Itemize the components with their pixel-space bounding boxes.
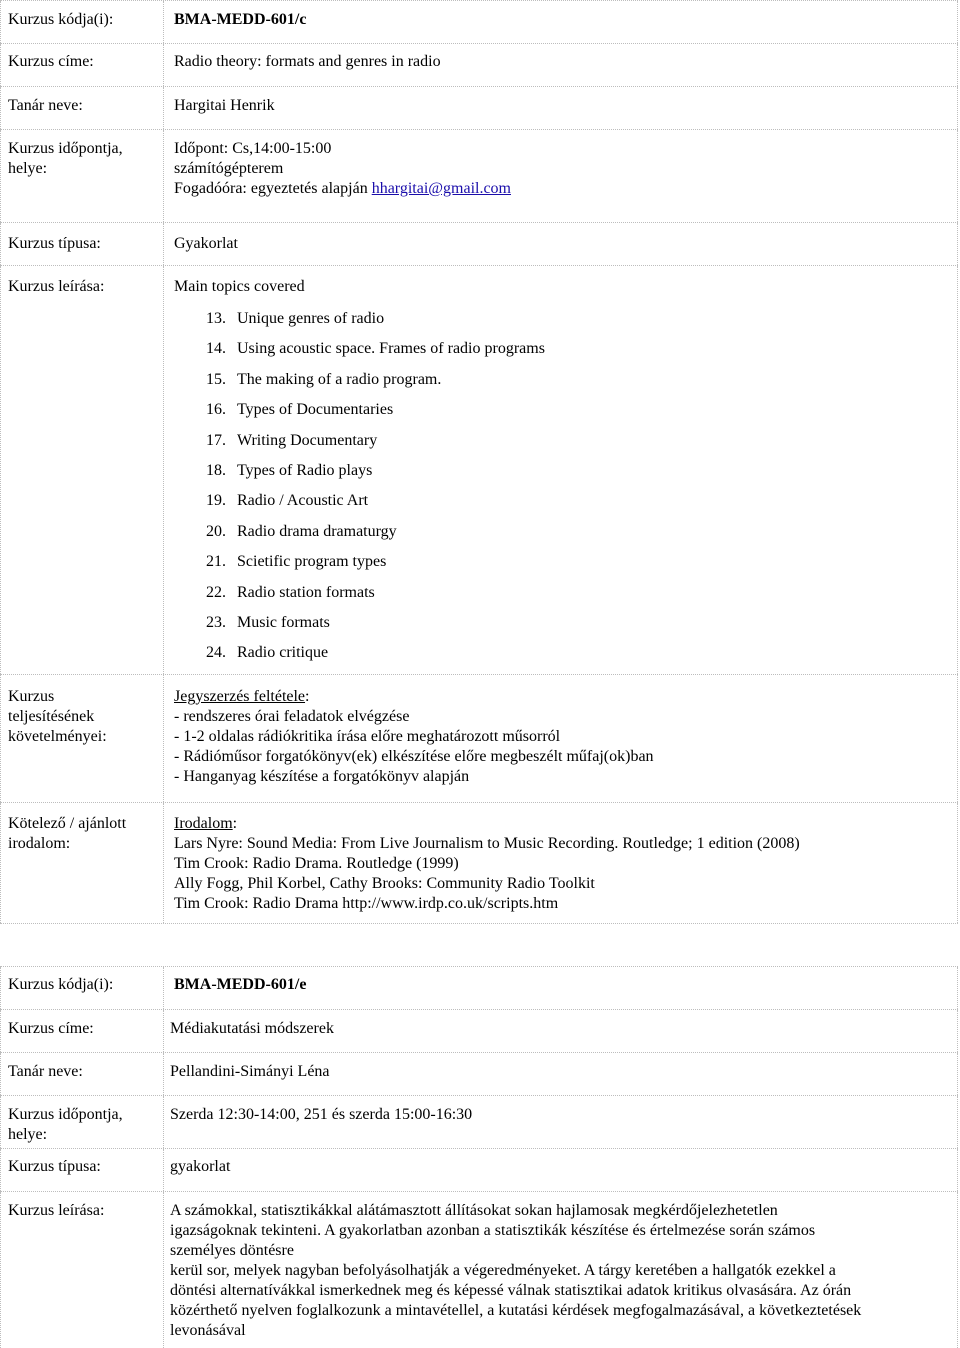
- type-label: Kurzus típusa:: [0, 223, 164, 265]
- row-type: [0, 222, 958, 265]
- office-hours-text: Fogadóóra: egyeztetés alapján: [174, 180, 368, 197]
- row-literature: [0, 802, 958, 924]
- row-requirements: [0, 674, 958, 802]
- desc-label: Kurzus leírása:: [0, 1192, 164, 1348]
- list-item: 23. Music formats: [206, 613, 330, 631]
- row-type: [0, 1148, 958, 1191]
- topics-list: [174, 304, 949, 669]
- time-label: [0, 1096, 164, 1148]
- req-heading: Jegyszerzés feltétele:: [174, 688, 310, 705]
- row-teacher: [0, 1052, 958, 1095]
- course-type: gyakorlat: [164, 1149, 958, 1191]
- list-item: 14. Using acoustic space. Frames of radio programs: [206, 340, 545, 358]
- email-link[interactable]: hhargitai@gmail.com: [371, 180, 511, 197]
- desc-value: [164, 1192, 958, 1348]
- desc-label: Kurzus leírása:: [0, 266, 164, 674]
- time-label-line2: helye:: [8, 1126, 48, 1143]
- time-line3: [174, 179, 949, 199]
- time-label-line1: Kurzus időpontja,: [8, 1106, 123, 1123]
- req-line: - rendszeres órai feladatok elvégzése: [174, 708, 410, 725]
- desc-line: kerül sor, melyek nagyban befolyásolhatják a végeredményeket. A tárgy keretében a hallgatók ezekkel a: [170, 1262, 836, 1279]
- course-title: Radio theory: formats and genres in radio: [164, 44, 958, 86]
- desc-line: igazságoknak tekinteni. A gyakorlatban azonban a statisztikák készítése és értelmezése során számos: [170, 1222, 816, 1239]
- time-label: [0, 130, 164, 222]
- teacher-label: Tanár neve:: [0, 1053, 164, 1095]
- desc-intro: Main topics covered: [174, 278, 305, 295]
- req-line: - Rádióműsor forgatókönyv(ek) elkészítése előre megbeszélt műfaj(ok)ban: [174, 748, 654, 765]
- req-label: [0, 675, 164, 802]
- time-line1: Időpont: Cs,14:00-15:00: [174, 140, 332, 157]
- lit-line: Ally Fogg, Phil Korbel, Cathy Brooks: Community Radio Toolkit: [174, 875, 595, 892]
- time-value: Szerda 12:30-14:00, 251 és szerda 15:00-16:30: [164, 1096, 958, 1148]
- desc-line: döntési alternatívákkal ismerkednek meg és képessé válnak statisztikai adatok kritikus olvasására. Az órán: [170, 1282, 852, 1299]
- req-label-line1: Kurzus: [8, 688, 55, 705]
- row-title: [0, 1009, 958, 1052]
- lit-label: [0, 803, 164, 923]
- list-item: 16. Types of Documentaries: [206, 401, 394, 419]
- req-label-line3: követelményei:: [8, 728, 107, 745]
- course-code: BMA-MEDD-601/e: [164, 967, 958, 1009]
- course-code: BMA-MEDD-601/c: [164, 1, 958, 43]
- title-label: Kurzus címe:: [0, 44, 164, 86]
- row-time: [0, 129, 958, 222]
- row-code: [0, 966, 958, 1009]
- list-item: 24. Radio critique: [206, 644, 329, 662]
- teacher-label: Tanár neve:: [0, 87, 164, 129]
- time-value: [164, 130, 958, 222]
- time-label-line2: helye:: [8, 160, 48, 177]
- teacher-name: Hargitai Henrik: [164, 87, 958, 129]
- req-label-line2: teljesítésének: [8, 708, 95, 725]
- desc-line: közérthető nyelven foglalkozunk a mintavétellel, a kutatási kérdések megfogalmazásával, a következtetések: [170, 1302, 862, 1319]
- lit-line: Lars Nyre: Sound Media: From Live Journalism to Music Recording. Routledge; 1 edition (2008): [174, 835, 800, 852]
- desc-line: személyes döntésre: [170, 1242, 294, 1259]
- row-description: [0, 1191, 958, 1348]
- lit-heading: Irodalom:: [174, 815, 238, 832]
- course-table-2: [0, 966, 958, 1348]
- teacher-name: Pellandini-Simányi Léna: [164, 1053, 958, 1095]
- desc-value: [164, 266, 958, 674]
- lit-line: Tim Crook: Radio Drama http://www.irdp.co.uk/scripts.htm: [174, 895, 559, 912]
- row-time: [0, 1095, 958, 1148]
- code-label: Kurzus kódja(i):: [0, 967, 164, 1009]
- row-title: [0, 43, 958, 86]
- course-type: Gyakorlat: [164, 223, 958, 265]
- req-line: - 1-2 oldalas rádiókritika írása előre meghatározott műsorról: [174, 728, 561, 745]
- lit-label-line2: irodalom:: [8, 835, 71, 852]
- list-item: 21. Scietific program types: [206, 553, 387, 571]
- list-item: 19. Radio / Acoustic Art: [206, 492, 369, 510]
- lit-line: Tim Crook: Radio Drama. Routledge (1999): [174, 855, 459, 872]
- list-item: 13. Unique genres of radio: [206, 310, 385, 327]
- desc-line: A számokkal, statisztikákkal alátámasztott állításokat sokan hajlamosak megkérdőjelezhetetlen: [170, 1202, 778, 1219]
- lit-value: [164, 803, 958, 923]
- list-item: 22. Radio station formats: [206, 583, 375, 601]
- req-value: [164, 675, 958, 802]
- time-line2: számítógépterem: [174, 160, 284, 177]
- row-code: [0, 0, 958, 43]
- course-title: Médiakutatási módszerek: [164, 1010, 958, 1052]
- time-label-line1: Kurzus időpontja,: [8, 140, 123, 157]
- code-label: Kurzus kódja(i):: [0, 1, 164, 43]
- list-item: 20. Radio drama dramaturgy: [206, 522, 397, 540]
- type-label: Kurzus típusa:: [0, 1149, 164, 1191]
- list-item: 15. The making of a radio program.: [206, 370, 442, 388]
- list-item: 17. Writing Documentary: [206, 431, 378, 449]
- row-teacher: [0, 86, 958, 129]
- desc-line: levonásával: [170, 1322, 246, 1339]
- row-description: [0, 265, 958, 674]
- req-line: - Hanganyag készítése a forgatókönyv alapján: [174, 768, 470, 785]
- lit-label-line1: Kötelező / ajánlott: [8, 815, 127, 832]
- list-item: 18. Types of Radio plays: [206, 461, 373, 479]
- title-label: Kurzus címe:: [0, 1010, 164, 1052]
